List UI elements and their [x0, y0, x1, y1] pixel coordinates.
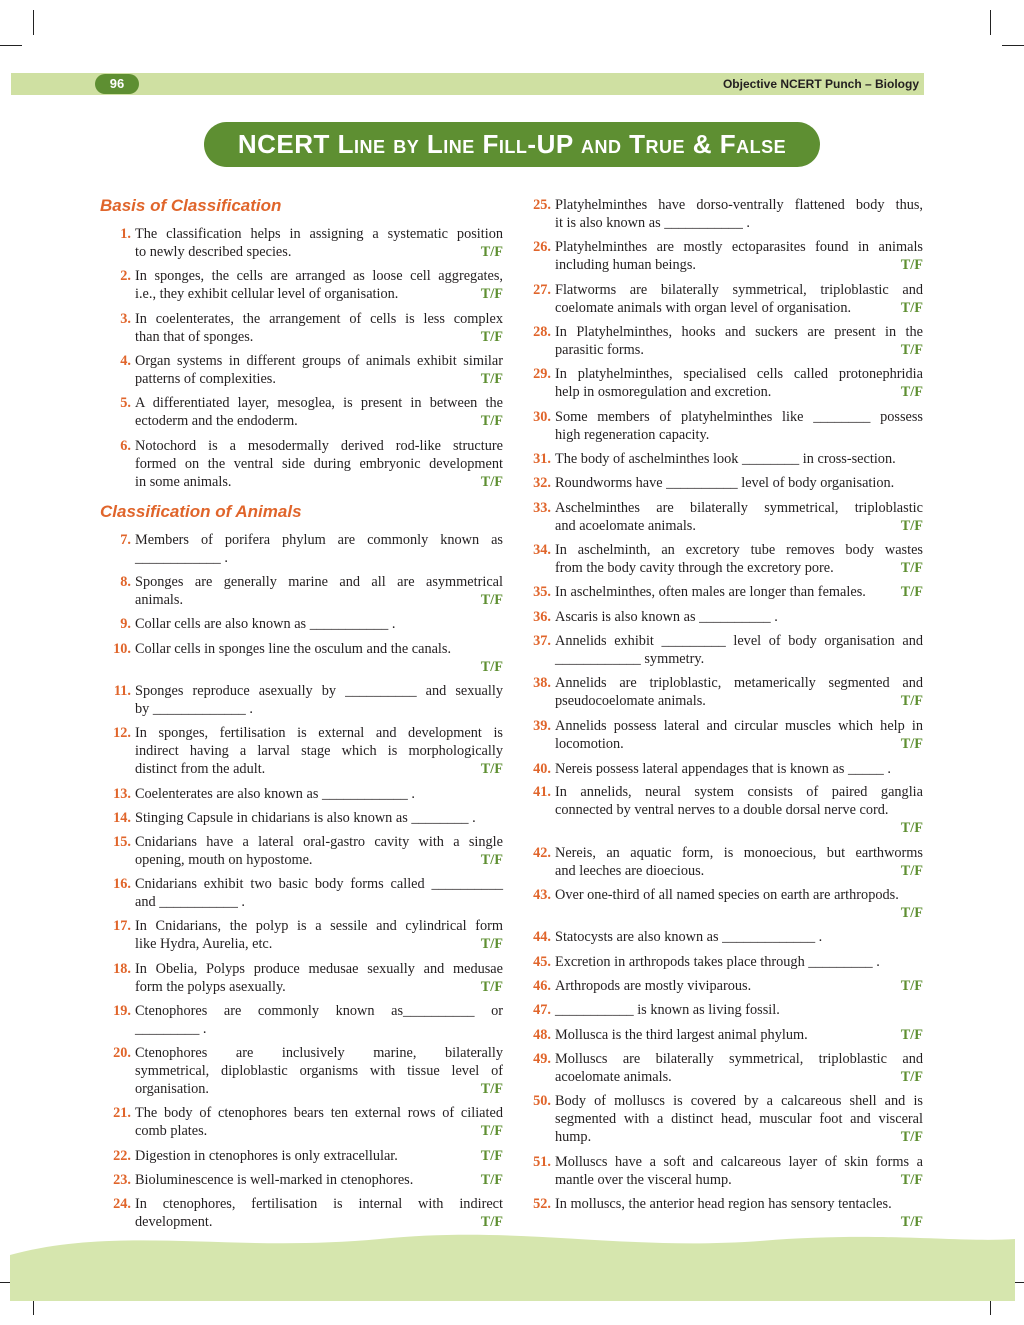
true-false-label: T/F [480, 286, 503, 302]
question-number: 31. [533, 451, 551, 467]
question-line: comb plates. [135, 1123, 208, 1139]
question-number: 22. [113, 1148, 131, 1164]
page-number: 96 [95, 74, 139, 94]
question-text [555, 474, 923, 492]
question-line: Stinging Capsule in chidarians is also known as ________ . [135, 810, 476, 826]
section-heading-classification: Classification of Animals [100, 502, 302, 521]
question-number: 47. [533, 1002, 551, 1018]
true-false-label: T/F [900, 978, 923, 994]
question-text [555, 977, 923, 995]
true-false-label: T/F [480, 329, 503, 345]
question-line: by _____________ . [135, 701, 253, 717]
question-item [120, 352, 503, 388]
question-number: 39. [533, 718, 551, 734]
question-item [113, 682, 503, 718]
question-line: Cnidarians exhibit two basic body forms called __________ [135, 876, 503, 892]
question-number: 48. [533, 1027, 551, 1043]
question-item [533, 977, 923, 995]
footer-wave [0, 1225, 1024, 1325]
question-number: 35. [533, 584, 551, 600]
question-line: help in osmoregulation and excretion. [555, 384, 772, 400]
question-number: 20. [113, 1045, 131, 1061]
question-line: connected by ventral nerves to a double dorsal nerve cord. [555, 802, 889, 818]
question-line: Molluscs are bilaterally symmetrical, triploblastic and [555, 1051, 923, 1067]
question-number: 18. [113, 961, 131, 977]
question-line: mantle over the visceral hump. [555, 1172, 732, 1188]
question-number: 21. [113, 1105, 131, 1121]
question-number: 1. [120, 226, 131, 242]
question-number: 16. [113, 876, 131, 892]
question-text [555, 844, 923, 880]
question-line: Annelids exhibit _________ level of body organisation and [555, 633, 923, 649]
question-number: 32. [533, 475, 551, 491]
question-number: 52. [533, 1196, 551, 1212]
question-line: The body of aschelminthes look ________ in cross-section. [555, 451, 896, 467]
question-line: organisation. [135, 1081, 209, 1097]
question-line: like Hydra, Aurelia, etc. [135, 936, 273, 952]
question-item [533, 196, 923, 232]
question-number: 34. [533, 542, 551, 558]
book-title: Objective NCERT Punch – Biology [722, 77, 919, 91]
question-number: 5. [120, 395, 131, 411]
question-line: _________ . [135, 1021, 207, 1037]
question-line: Sponges are generally marine and all are asymmetrical [135, 574, 503, 590]
question-line: Excretion in arthropods takes place through _________ . [555, 954, 880, 970]
question-line: In aschelminthes, often males are longer than females. [555, 584, 866, 600]
question-number: 50. [533, 1093, 551, 1109]
question-item [120, 437, 503, 491]
question-line: Platyhelminthes have dorso-ventrally flattened body thus, [555, 197, 923, 213]
true-false-label: T/F [900, 257, 923, 273]
true-false-label: T/F [900, 300, 923, 316]
question-line: ____________ symmetry. [555, 651, 705, 667]
question-line: Over one-third of all named species on earth are arthropods. [555, 887, 899, 903]
question-text [555, 583, 923, 601]
question-text [135, 682, 503, 718]
question-text [555, 1026, 923, 1044]
question-text [555, 928, 923, 946]
question-line: Molluscs have a soft and calcareous layer of skin forms a [555, 1154, 923, 1170]
question-text [135, 1104, 503, 1140]
question-line: In annelids, neural system consists of paired ganglia [555, 784, 923, 800]
question-line: hump. [555, 1129, 592, 1145]
question-text [555, 717, 923, 753]
section-heading-basis: Basis of Classification [100, 196, 282, 215]
question-text [555, 886, 923, 904]
question-text [555, 323, 923, 359]
question-text [135, 724, 503, 778]
question-item [113, 1044, 503, 1098]
question-line: Organ systems in different groups of animals exhibit similar [135, 353, 503, 369]
question-number: 12. [113, 725, 131, 741]
question-line: In molluscs, the anterior head region has sensory tentacles. [555, 1196, 892, 1212]
true-false-label: T/F [480, 761, 503, 777]
true-false-label: T/F [480, 659, 503, 675]
question-text [135, 267, 503, 303]
question-number: 37. [533, 633, 551, 649]
question-line: development. [135, 1214, 213, 1230]
crop-mark [1002, 45, 1024, 46]
question-line: Mollusca is the third largest animal phylum. [555, 1027, 808, 1043]
question-line: coelomate animals with organ level of organisation. [555, 300, 852, 316]
question-number: 51. [533, 1154, 551, 1170]
question-item [533, 783, 923, 837]
question-number: 19. [113, 1003, 131, 1019]
question-number: 49. [533, 1051, 551, 1067]
question-number: 29. [533, 366, 551, 382]
question-number: 46. [533, 978, 551, 994]
true-false-label: T/F [480, 852, 503, 868]
question-line: In Platyhelminthes, hooks and suckers are present in the [555, 324, 923, 340]
question-line: Nereis, an aquatic form, is monoecious, but earthworms [555, 845, 923, 861]
question-line: In Obelia, Polyps produce medusae sexually and medusae [135, 961, 503, 977]
true-false-label: T/F [480, 936, 503, 952]
question-item [533, 365, 923, 401]
question-line: Statocysts are also known as _____________ . [555, 929, 823, 945]
question-line: Cnidarians have a lateral oral-gastro cavity with a single [135, 834, 503, 850]
question-text [555, 674, 923, 710]
true-false-label: T/F [900, 863, 923, 879]
question-number: 10. [113, 641, 131, 657]
question-line: segmented with a distinct head, muscular foot and visceral [555, 1111, 923, 1127]
question-line: Notochord is a mesodermally derived rod-like structure [135, 438, 503, 454]
question-number: 44. [533, 929, 551, 945]
question-number: 14. [113, 810, 131, 826]
question-number: 33. [533, 500, 551, 516]
question-line: Roundworms have __________ level of body organisation. [555, 475, 895, 491]
question-line: Arthropods are mostly viviparous. [555, 978, 752, 994]
question-text [555, 1195, 923, 1213]
question-line: and acoelomate animals. [555, 518, 696, 534]
question-line: distinct from the adult. [135, 761, 266, 777]
question-line: pseudocoelomate animals. [555, 693, 706, 709]
true-false-label: T/F [480, 474, 503, 490]
question-item [113, 785, 503, 803]
question-line: Flatworms are bilaterally symmetrical, triploblastic and [555, 282, 923, 298]
question-number: 38. [533, 675, 551, 691]
question-text [555, 760, 923, 778]
question-text [555, 450, 923, 468]
question-line: Digestion in ctenophores is only extracellular. [135, 1148, 398, 1164]
question-number: 23. [113, 1172, 131, 1188]
question-item [533, 583, 923, 601]
question-number: 30. [533, 409, 551, 425]
question-line: to newly described species. [135, 244, 292, 260]
question-line: animals. [135, 592, 184, 608]
question-line: Collar cells in sponges line the osculum and the canals. [135, 641, 452, 657]
question-line: ___________ is known as living fossil. [555, 1002, 780, 1018]
question-line: in some animals. [135, 474, 232, 490]
question-number: 9. [120, 616, 131, 632]
question-item [113, 1002, 503, 1038]
question-item [533, 323, 923, 359]
question-item [120, 310, 503, 346]
question-item [533, 886, 923, 922]
question-number: 15. [113, 834, 131, 850]
true-false-label: T/F [900, 820, 923, 836]
question-number: 43. [533, 887, 551, 903]
question-line: In ctenophores, fertilisation is internal with indirect [135, 1196, 503, 1212]
question-text [555, 1050, 923, 1086]
true-false-label: T/F [900, 518, 923, 534]
question-number: 36. [533, 609, 551, 625]
question-line: from the body cavity through the excretory pore. [555, 560, 834, 576]
true-false-label: T/F [480, 979, 503, 995]
question-text [135, 785, 503, 803]
question-number: 4. [120, 353, 131, 369]
question-text [555, 1153, 923, 1189]
question-item [120, 573, 503, 609]
true-false-label: T/F [900, 1027, 923, 1043]
question-text [555, 499, 923, 535]
question-item [113, 724, 503, 778]
question-line: In coelenterates, the arrangement of cells is less complex [135, 311, 503, 327]
question-text [135, 352, 503, 388]
true-false-label: T/F [900, 1172, 923, 1188]
question-text [135, 531, 503, 567]
question-line: symmetrical, diploblastic organisms with tissue level of [135, 1063, 503, 1079]
question-number: 11. [113, 683, 131, 699]
true-false-label: T/F [900, 342, 923, 358]
question-line: Sponges reproduce asexually by __________ and sexually [135, 683, 503, 699]
question-number: 28. [533, 324, 551, 340]
question-item [120, 531, 503, 567]
question-line: Bioluminescence is well-marked in ctenophores. [135, 1172, 414, 1188]
question-line: and ___________ . [135, 894, 245, 910]
question-text [135, 875, 503, 911]
question-line: Collar cells are also known as ___________ . [135, 616, 396, 632]
question-line: ectoderm and the endoderm. [135, 413, 298, 429]
question-line: Body of molluscs is covered by a calcareous shell and is [555, 1093, 923, 1109]
true-false-label: T/F [900, 1069, 923, 1085]
question-text [135, 917, 503, 953]
question-item [533, 238, 923, 274]
question-text [135, 310, 503, 346]
question-item [533, 1001, 923, 1019]
question-line: Coelenterates are also known as ____________ . [135, 786, 415, 802]
question-line: In aschelminth, an excretory tube removes body wastes [555, 542, 923, 558]
question-text [555, 541, 923, 577]
true-false-label: T/F [900, 1214, 923, 1230]
question-number: 26. [533, 239, 551, 255]
question-number: 41. [533, 784, 551, 800]
question-item [533, 717, 923, 753]
page-title-banner: NCERT Line by Line Fill-UP and True & False [204, 122, 820, 167]
question-item [533, 608, 923, 626]
question-text [135, 1002, 503, 1038]
question-text [135, 1044, 503, 1098]
question-line: Annelids are triploblastic, metamerically segmented and [555, 675, 923, 691]
question-line: Ctenophores are inclusively marine, bilaterally [135, 1045, 503, 1061]
question-line: opening, mouth on hypostome. [135, 852, 313, 868]
question-number: 6. [120, 438, 131, 454]
true-false-label: T/F [900, 584, 923, 600]
question-line: indirect having a larval stage which is morphologically [135, 743, 503, 759]
question-item [533, 844, 923, 880]
question-item [113, 875, 503, 911]
question-number: 2. [120, 268, 131, 284]
question-number: 40. [533, 761, 551, 777]
question-number: 8. [120, 574, 131, 590]
question-line: In Cnidarians, the polyp is a sessile and cylindrical form [135, 918, 503, 934]
question-item [113, 917, 503, 953]
question-text [135, 437, 503, 491]
question-text [135, 809, 503, 827]
question-number: 13. [113, 786, 131, 802]
question-item [113, 640, 503, 676]
question-item [533, 450, 923, 468]
question-text [135, 225, 503, 261]
question-item [113, 960, 503, 996]
question-line: Annelids possess lateral and circular muscles which help in [555, 718, 923, 734]
question-item [533, 474, 923, 492]
question-text [555, 1001, 923, 1019]
question-text [135, 960, 503, 996]
true-false-label: T/F [480, 592, 503, 608]
question-item [533, 760, 923, 778]
question-line: form the polyps asexually. [135, 979, 286, 995]
question-line: Platyhelminthes are mostly ectoparasites found in animals [555, 239, 923, 255]
question-text [555, 238, 923, 274]
question-item [533, 953, 923, 971]
true-false-label: T/F [480, 371, 503, 387]
question-item [113, 1171, 503, 1189]
question-line: including human beings. [555, 257, 696, 273]
question-line: locomotion. [555, 736, 624, 752]
question-number: 25. [533, 197, 551, 213]
question-text [135, 1171, 503, 1189]
question-line: Ctenophores are commonly known as__________ or [135, 1003, 503, 1019]
question-number: 24. [113, 1196, 131, 1212]
question-item [533, 1153, 923, 1189]
question-line: In platyhelminthes, specialised cells called protonephridia [555, 366, 923, 382]
true-false-label: T/F [480, 1123, 503, 1139]
question-item [533, 1050, 923, 1086]
question-line: acoelomate animals. [555, 1069, 672, 1085]
question-line: high regeneration capacity. [555, 427, 710, 443]
question-line: formed on the ventral side during embryonic development [135, 456, 503, 472]
question-line: parasitic forms. [555, 342, 644, 358]
question-text [135, 394, 503, 430]
question-text [135, 573, 503, 609]
true-false-label: T/F [480, 1214, 503, 1230]
crop-mark [0, 45, 22, 46]
question-item [120, 615, 503, 633]
question-text [135, 615, 503, 633]
question-item [533, 632, 923, 668]
question-item [120, 225, 503, 261]
question-number: 7. [120, 532, 131, 548]
question-line: Aschelminthes are bilaterally symmetrical, triploblastic [555, 500, 923, 516]
question-item [533, 1092, 923, 1146]
question-text [135, 1147, 503, 1165]
question-line: it is also known as ___________ . [555, 215, 750, 231]
question-number: 17. [113, 918, 131, 934]
question-line: The body of ctenophores bears ten external rows of ciliated [135, 1105, 503, 1121]
question-item [113, 1147, 503, 1165]
question-line: Nereis possess lateral appendages that is known as _____ . [555, 761, 891, 777]
question-text [555, 1092, 923, 1146]
question-line: than that of sponges. [135, 329, 254, 345]
question-number: 42. [533, 845, 551, 861]
question-item [120, 267, 503, 303]
question-item [533, 1026, 923, 1044]
question-item [120, 394, 503, 430]
question-item [533, 499, 923, 535]
question-text [555, 408, 923, 444]
question-item [533, 928, 923, 946]
true-false-label: T/F [900, 1129, 923, 1145]
true-false-label: T/F [900, 384, 923, 400]
true-false-label: T/F [480, 1081, 503, 1097]
question-line: In sponges, fertilisation is external and development is [135, 725, 503, 741]
true-false-label: T/F [480, 1172, 503, 1188]
true-false-label: T/F [480, 244, 503, 260]
question-text [555, 196, 923, 232]
question-text [135, 833, 503, 869]
question-item [113, 1104, 503, 1140]
question-line: i.e., they exhibit cellular level of organisation. [135, 286, 399, 302]
question-text [135, 640, 503, 658]
question-line: patterns of complexities. [135, 371, 276, 387]
question-text [555, 783, 923, 819]
question-item [533, 541, 923, 577]
question-text [555, 608, 923, 626]
true-false-label: T/F [900, 560, 923, 576]
question-text [555, 365, 923, 401]
question-line: In sponges, the cells are arranged as loose cell aggregates, [135, 268, 503, 284]
question-number: 45. [533, 954, 551, 970]
true-false-label: T/F [900, 905, 923, 921]
question-line: Members of porifera phylum are commonly known as [135, 532, 503, 548]
question-line: Ascaris is also known as __________ . [555, 609, 778, 625]
question-text [555, 281, 923, 317]
crop-mark [990, 10, 991, 35]
true-false-label: T/F [480, 413, 503, 429]
question-line: and leeches are dioecious. [555, 863, 705, 879]
question-line: ____________ . [135, 550, 228, 566]
crop-mark [33, 10, 34, 35]
question-line: Some members of platyhelminthes like ________ possess [555, 409, 923, 425]
question-line: A differentiated layer, mesoglea, is present in between the [135, 395, 503, 411]
question-text [555, 953, 923, 971]
question-item [533, 281, 923, 317]
question-line: The classification helps in assigning a systematic position [135, 226, 503, 242]
question-item [113, 809, 503, 827]
question-number: 27. [533, 282, 551, 298]
true-false-label: T/F [900, 736, 923, 752]
true-false-label: T/F [900, 693, 923, 709]
question-item [533, 674, 923, 710]
question-item [113, 833, 503, 869]
true-false-label: T/F [480, 1148, 503, 1164]
question-text [555, 632, 923, 668]
question-number: 3. [120, 311, 131, 327]
question-item [533, 408, 923, 444]
